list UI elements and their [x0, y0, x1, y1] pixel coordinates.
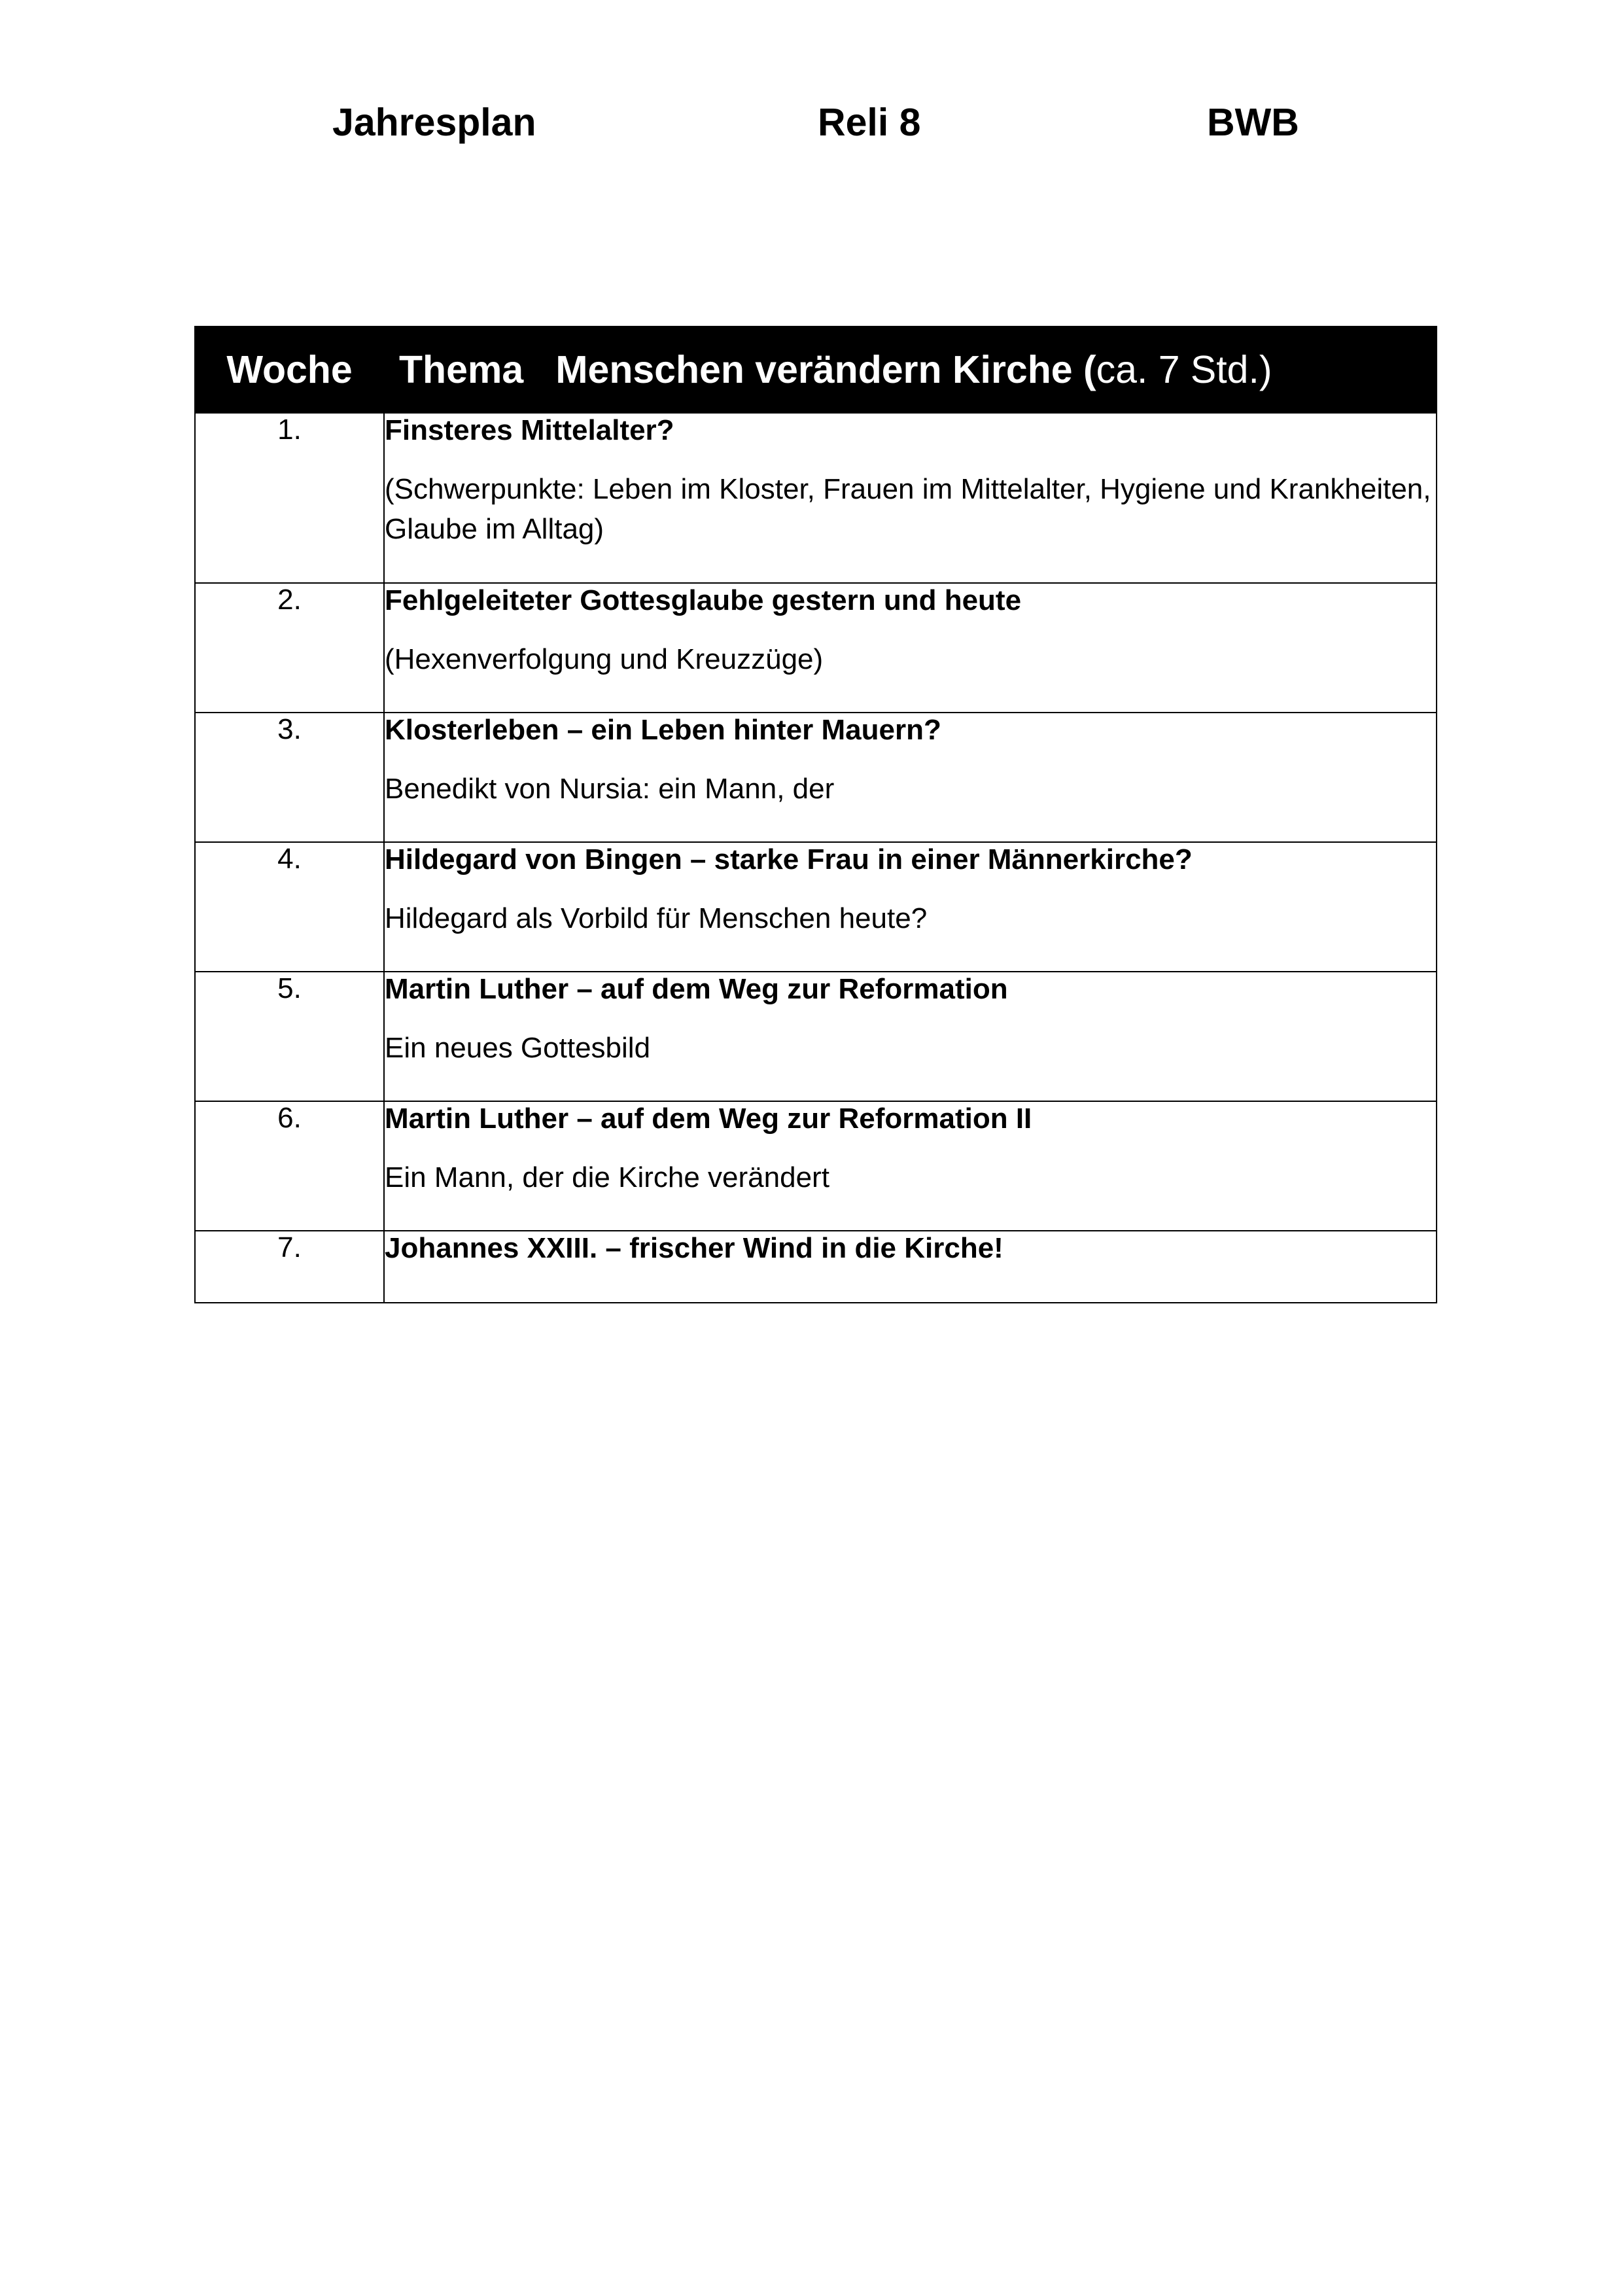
table-row: [195, 842, 1437, 972]
topic-title: Finsteres Mittelalter?: [385, 414, 674, 446]
header-subject: Reli 8: [818, 101, 921, 144]
week-number: 3.: [195, 713, 384, 842]
topic-cell: [384, 842, 1437, 972]
table-row: [195, 583, 1437, 713]
table-row: [195, 413, 1437, 583]
topic-subtitle: Ein neues Gottesbild: [385, 1031, 651, 1064]
table-row: [195, 1101, 1437, 1231]
week-number: 6.: [195, 1101, 384, 1231]
topic-title: Fehlgeleiteter Gottesglaube gestern und heute: [385, 584, 1022, 616]
topic-subtitle: Benedikt von Nursia: ein Mann, der: [385, 772, 835, 805]
table-header-row: [195, 327, 1437, 413]
year-plan-table: [194, 326, 1437, 1303]
week-number: 5.: [195, 972, 384, 1101]
column-header-week: Woche: [195, 327, 384, 413]
week-number: 2.: [195, 583, 384, 713]
week-number: 4.: [195, 842, 384, 972]
topic-cell: [384, 1101, 1437, 1231]
topic-cell: [384, 713, 1437, 842]
column-header-topic-label: Thema: [399, 348, 524, 391]
week-number: 7.: [195, 1231, 384, 1303]
week-number: 1.: [195, 413, 384, 583]
table-row: [195, 713, 1437, 842]
header-school: BWB: [1207, 101, 1299, 144]
topic-title: Johannes XXIII. – frischer Wind in die Kirche!: [385, 1232, 1003, 1264]
column-header-topic-title: Menschen verändern Kirche (: [555, 348, 1096, 391]
topic-title: Martin Luther – auf dem Weg zur Reformation II: [385, 1103, 1032, 1135]
topic-subtitle: (Schwerpunkte: Leben im Kloster, Frauen im Mittelalter, Hygiene und Krankheiten, Glaube im Alltag): [385, 472, 1431, 546]
topic-subtitle: (Hexenverfolgung und Kreuzzüge): [385, 643, 824, 675]
table-row: [195, 1231, 1437, 1303]
topic-cell: [384, 583, 1437, 713]
column-header-topic-duration: ca. 7 Std.): [1096, 348, 1272, 391]
topic-cell: [384, 1231, 1437, 1303]
topic-title: Klosterleben – ein Leben hinter Mauern?: [385, 714, 941, 746]
topic-subtitle: Ein Mann, der die Kirche verändert: [385, 1161, 829, 1193]
topic-title: Martin Luther – auf dem Weg zur Reformation: [385, 973, 1008, 1005]
table-row: [195, 972, 1437, 1101]
header-title: Jahresplan: [332, 101, 536, 144]
topic-subtitle: Hildegard als Vorbild für Menschen heute?: [385, 902, 928, 934]
column-header-topic: [384, 327, 1437, 413]
topic-title: Hildegard von Bingen – starke Frau in einer Männerkirche?: [385, 843, 1193, 875]
topic-cell: [384, 413, 1437, 583]
topic-cell: [384, 972, 1437, 1101]
